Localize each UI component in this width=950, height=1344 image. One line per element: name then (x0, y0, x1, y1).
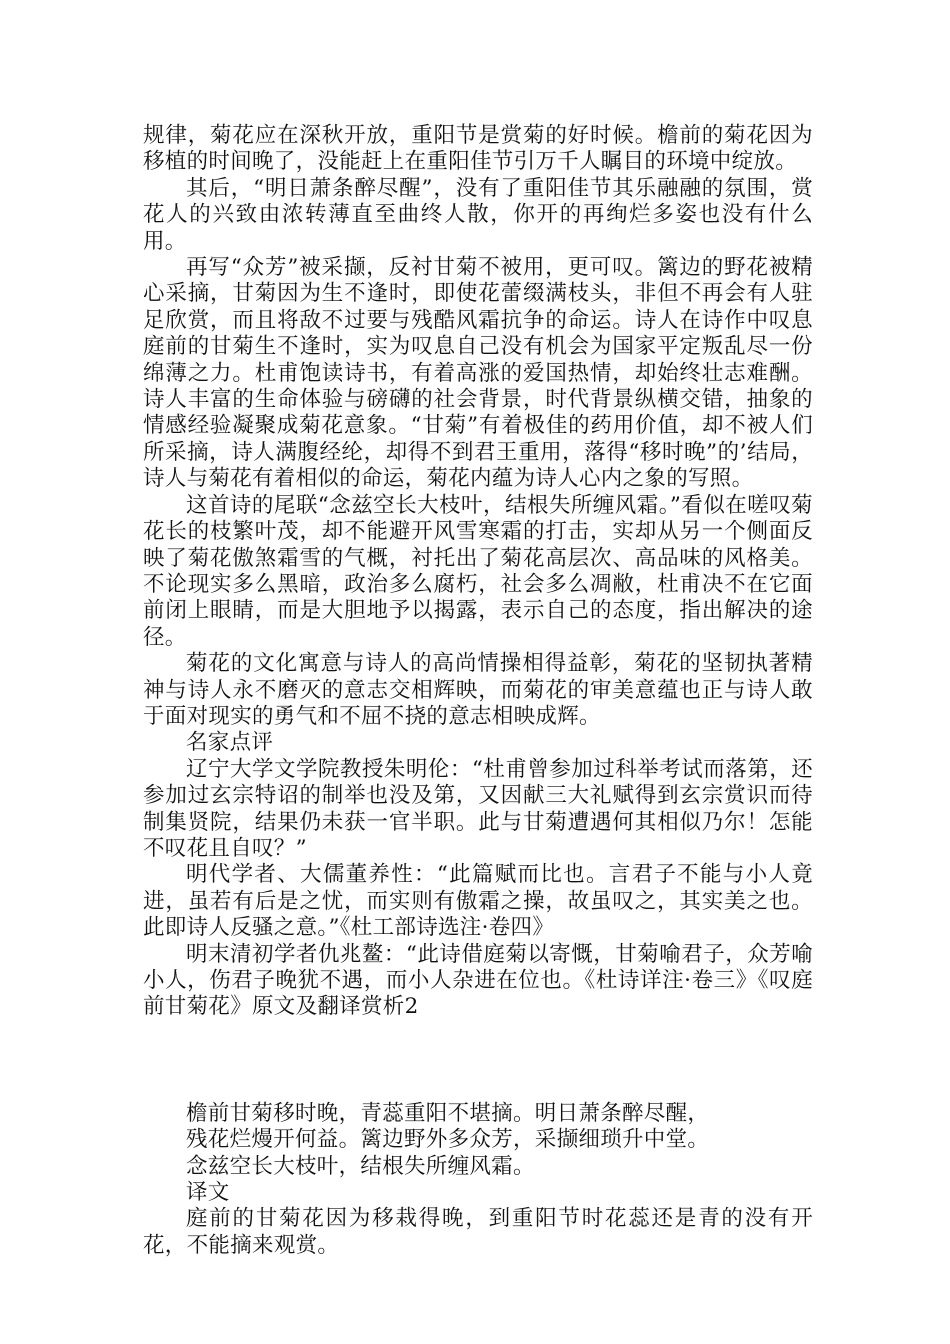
document-page (143, 123, 813, 1259)
paragraph: 明代学者、大儒董养性：“此篇赋而比也。言君子不能与小人竟进，虽若有后是之忧，而实则有傲霜之操，故虽叹之，其实美之也。此即诗人反骚之意。”《杜工部诗选注·卷四》 (143, 862, 813, 941)
section-heading-critiques: 名家点评 (186, 730, 274, 756)
paragraph: 明末清初学者仇兆鳌：“此诗借庭菊以寄慨，甘菊喻君子，众芳喻小人，伤君子晚犹不遇，而小人杂进在位也。《杜诗详注·卷三》《叹庭前甘菊花》原文及翻译赏析2 (143, 941, 813, 1020)
paragraph: 菊花的文化寓意与诗人的高尚情操相得益彰，菊花的坚韧执著精神与诗人永不磨灭的意志交相辉映，而菊花的审美意蕴也正与诗人敢于面对现实的勇气和不屈不挠的意志相映成辉。 (143, 651, 813, 729)
poem-line: 残花烂熳开何益。篱边野外多众芳，采撷细琐升中堂。 (186, 1127, 710, 1153)
poem-line: 念兹空长大枝叶，结根失所缠风霜。 (186, 1153, 535, 1179)
paragraph: 这首诗的尾联“念兹空长大枝叶，结根失所缠风霜。”看似在嗟叹菊花长的枝繁叶茂，却不能避开风雪寒霜的打击，实却从另一个侧面反映了菊花傲煞霜雪的气概，衬托出了菊花高层次、高品味的风格美。不论现实多么黑暗，政治多么腐朽，社会多么凋敝，杜甫决不在它面前闭上眼睛，而是大胆地予以揭露，表示自己的态度，指出解决的途径。 (143, 492, 813, 650)
poem-line: 檐前甘菊移时晚，青蕊重阳不堪摘。明日萧条醉尽醒， (186, 1100, 710, 1126)
paragraph: 再写“众芳”被采撷，反衬甘菊不被用，更可叹。篱边的野花被精心采摘，甘菊因为生不逢时，即使花蕾缀满枝头，非但不再会有人驻足欣赏，而且将敌不过要与残酷风霜抗争的命运。诗人在诗作中叹息庭前的甘菊生不逢时，实为叹息自己没有机会为国家平定叛乱尽一份绵薄之力。杜甫饱读诗书，有着高涨的爱国热情，却始终壮志难酬。诗人丰富的生命体验与磅礴的社会背景，时代背景纵横交错，抽象的情感经验凝聚成菊花意象。“甘菊”有着极佳的药用价值，却不被人们所采摘，诗人满腹经纶，却得不到君王重用，落得“移时晚”的’结局，诗人与菊花有着相似的命运，菊花内蕴为诗人心内之象的写照。 (143, 255, 813, 492)
paragraph: 其后，“明日萧条醉尽醒”，没有了重阳佳节其乐融融的氛围，赏花人的兴致由浓转薄直至曲终人散，你开的再绚烂多姿也没有什么用。 (143, 175, 813, 254)
paragraph: 规律，菊花应在深秋开放，重阳节是赏菊的好时候。檐前的菊花因为移植的时间晚了，没能赶上在重阳佳节引万千人瞩目的环境中绽放。 (143, 123, 813, 175)
section-heading-translation: 译文 (186, 1180, 230, 1206)
document-body-top (143, 123, 813, 1021)
paragraph: 庭前的甘菊花因为移栽得晚，到重阳节时花蕊还是青的没有开花，不能摘来观赏。 (143, 1206, 813, 1258)
document-body-bottom (143, 1101, 813, 1259)
blank-gap (143, 1021, 813, 1101)
paragraph: 辽宁大学文学院教授朱明伦：“杜甫曾参加过科举考试而落第，还参加过玄宗特诏的制举也没及第，又因献三大礼赋得到玄宗赏识而待制集贤院，结果仍未获一官半职。此与甘菊遭遇何其相似乃尔！怎能不叹花且自叹？” (143, 756, 813, 861)
